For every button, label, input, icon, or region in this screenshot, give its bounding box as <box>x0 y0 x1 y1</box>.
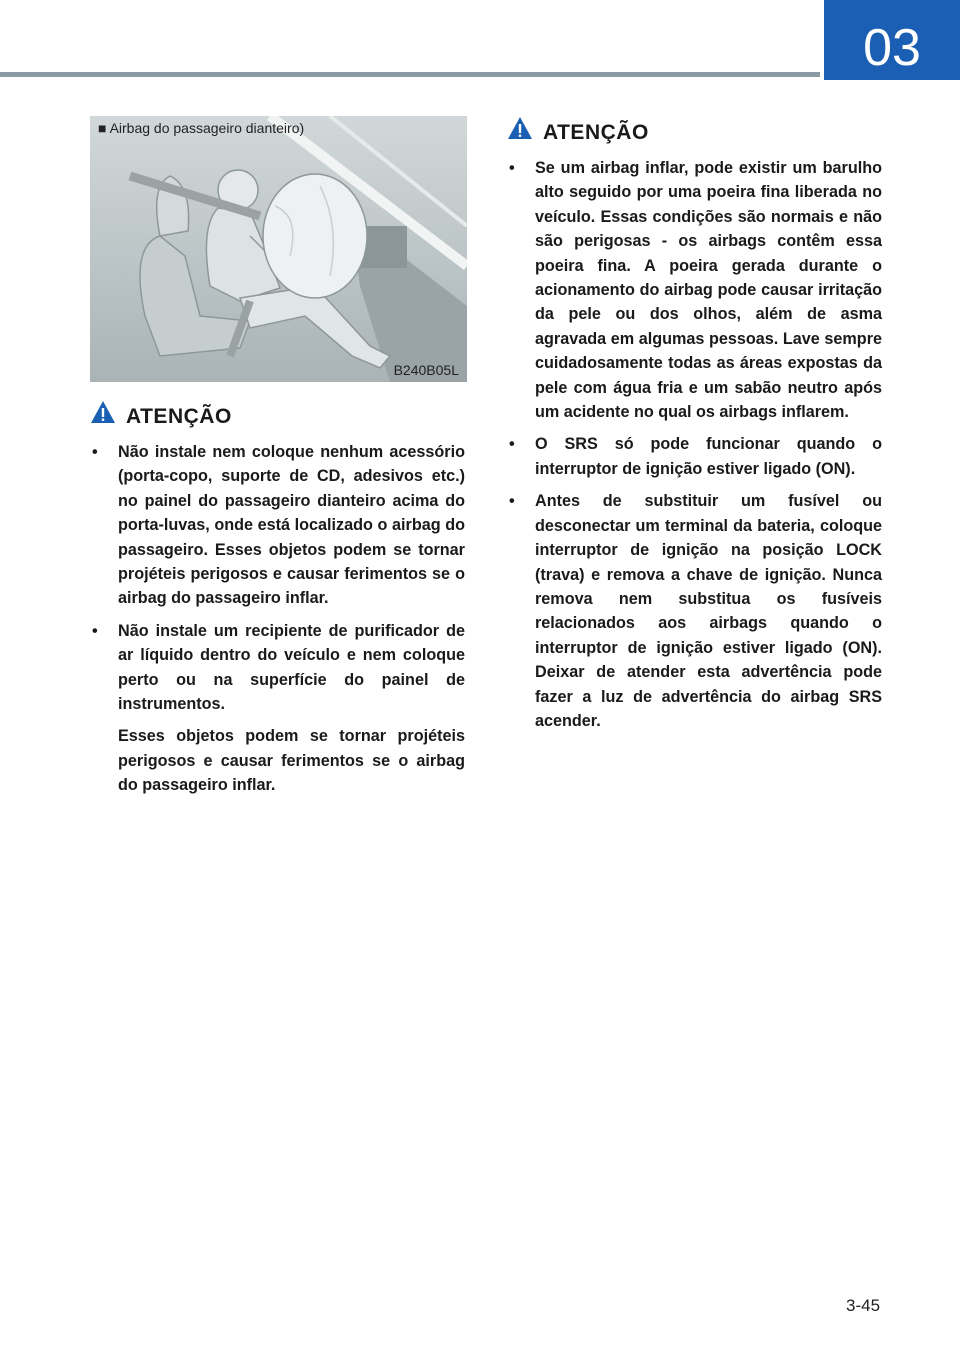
list-item: • Não instale um recipiente de purificador de ar líquido dentro do veículo e nem coloque perto ou na superfície do painel de instrumentos. <box>90 619 465 717</box>
list-item: • O SRS só pode funcionar quando o interruptor de ignição estiver ligado (ON). <box>507 432 882 481</box>
right-warning-list <box>507 156 882 733</box>
list-item: • Não instale nem coloque nenhum acessório (porta-copo, suporte de CD, adesivos etc.) no painel do passageiro dianteiro acima do porta-luvas, onde está localizado o airbag do passageiro. Esses objetos podem se tornar projéteis perigosos e causar ferimentos se o airbag do passageiro inflar. <box>90 440 465 611</box>
left-warning-list <box>90 440 465 716</box>
left-warning-header <box>90 402 465 432</box>
page-number: 3-45 <box>846 1296 881 1315</box>
chapter-tab: 03 <box>824 0 960 80</box>
warning-triangle-icon <box>507 116 533 140</box>
header-rule <box>0 72 820 77</box>
airbag-drawing <box>90 116 467 382</box>
left-warning <box>90 402 465 798</box>
figure-code: B240B05L <box>393 362 459 378</box>
warning-title: ATENÇÃO <box>543 121 649 144</box>
warning-title: ATENÇÃO <box>126 405 232 428</box>
airbag-illustration <box>90 116 467 382</box>
right-warning <box>507 118 882 733</box>
list-item: • Se um airbag inflar, pode existir um barulho alto seguido por uma poeira fina liberada no veículo. Essas condições são normais e não são perigosas - os airbags contêm essa poeira fina. A poeira gerada durante o acionamento do airbag pode causar irritação da pele ou dos olhos, além de asma agravada em algumas pessoas. Lave sempre cuidadosamente todas as áreas expostas da pele com água fria e um sabão neutro após um acidente no qual os airbags inflarem. <box>507 156 882 424</box>
left-warning-continuation: Esses objetos podem se tornar projéteis perigosos e causar ferimentos se o airbag do passageiro inflar. <box>118 727 465 795</box>
list-item: • Antes de substituir um fusível ou desconectar um terminal da bateria, coloque interruptor de ignição na posição LOCK (trava) e remova a chave de ignição. Nunca remova nem substitua os fusíveis relacionados aos airbags quando o interruptor de ignição estiver ligado (ON). Deixar de atender esta advertência pode fazer a luz de advertência do airbag SRS acender. <box>507 489 882 733</box>
figure-caption: ■ Airbag do passageiro dianteiro) <box>98 120 305 136</box>
right-warning-header <box>507 118 882 148</box>
warning-triangle-icon <box>90 400 116 424</box>
